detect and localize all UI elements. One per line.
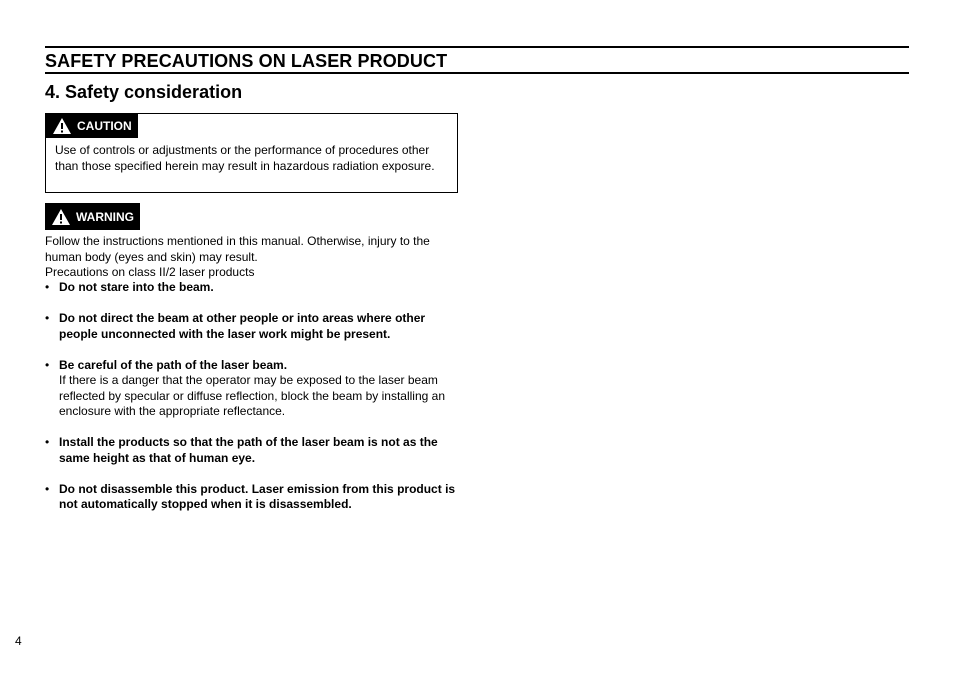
- list-item: [45, 358, 465, 420]
- precaution-list: [45, 280, 465, 528]
- warning-badge: [45, 203, 140, 230]
- section-title: 4. Safety consideration: [45, 82, 243, 102]
- list-item: [45, 280, 465, 296]
- page-number: 4: [15, 634, 22, 648]
- bullet-marker: •: [45, 435, 50, 449]
- bullet-marker: •: [45, 311, 50, 325]
- bullet-detail: If there is a danger that the operator may be exposed to the laser beam reflected by specular or diffuse reflection, block the beam by installing an enclosure with the appropriate reflectance.: [59, 373, 445, 418]
- warning-triangle-icon: [52, 117, 72, 135]
- caution-badge: [46, 114, 138, 138]
- bullet-marker: •: [45, 357, 50, 372]
- caution-box: [45, 113, 458, 193]
- warning-intro: Follow the instructions mentioned in this manual. Otherwise, injury to the human body (eyes and skin) may result.: [45, 234, 430, 264]
- list-item: [45, 482, 465, 513]
- bullet-marker: •: [45, 481, 50, 496]
- warning-label: WARNING: [76, 209, 134, 224]
- caution-text: Use of controls or adjustments or the performance of procedures other than those specified herein may result in hazardous radiation exposure.: [55, 143, 435, 173]
- list-item: [45, 311, 465, 342]
- page-header-title: SAFETY PRECAUTIONS ON LASER PRODUCT: [45, 51, 448, 71]
- warning-subheading: Precautions on class II/2 laser products: [45, 265, 255, 279]
- header-bar: [45, 46, 909, 74]
- bullet-title: Do not disassemble this product. Laser emission from this product is not automatically stopped when it is disassembled.: [59, 481, 456, 511]
- bullet-marker: •: [45, 280, 50, 294]
- bullet-title: Be careful of the path of the laser beam.: [59, 357, 288, 372]
- caution-label: CAUTION: [77, 119, 132, 133]
- bullet-title: Do not stare into the beam.: [59, 280, 214, 294]
- list-item: [45, 435, 465, 466]
- warning-triangle-icon: [51, 208, 71, 226]
- bullet-title: Do not direct the beam at other people or into areas where other people unconnected with the laser work might be present.: [59, 311, 426, 341]
- bullet-title: Install the products so that the path of the laser beam is not as the same height as that of human eye.: [59, 435, 438, 465]
